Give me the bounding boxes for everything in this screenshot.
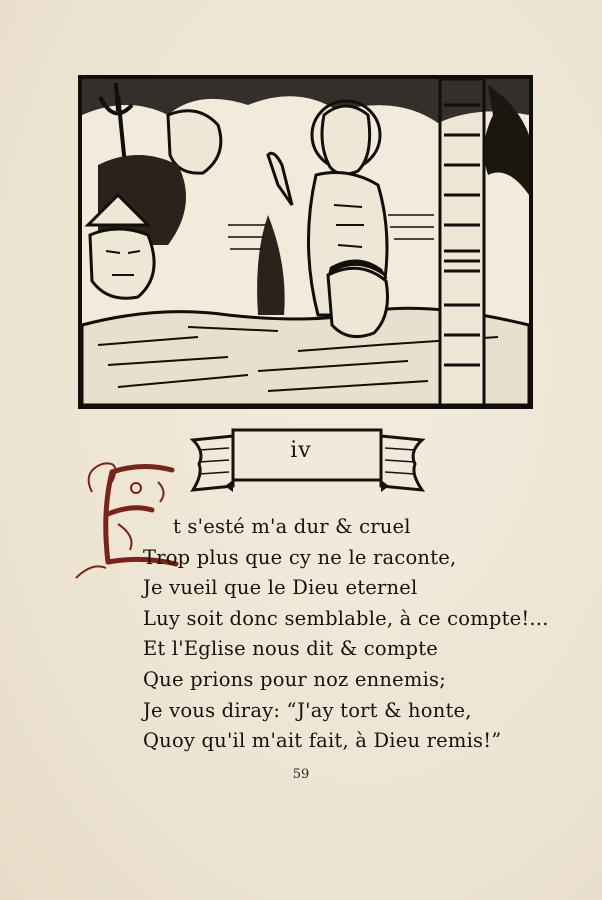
poem-line: Que prions pour noz ennemis; [143, 667, 447, 691]
poem-line: Et l'Eglise nous dit & compte [143, 637, 438, 661]
section-numeral: iv [290, 438, 312, 463]
page-number: 59 [292, 767, 310, 782]
woodcut-illustration [78, 75, 533, 409]
poem-line: Luy soit donc semblable, à ce compte!... [143, 606, 549, 630]
poem-line: Je vous diray: “J'ay tort & honte, [143, 698, 472, 722]
poem-line: t s'esté m'a dur & cruel [173, 515, 411, 538]
poem-stanza [143, 512, 563, 757]
poem-line: Quoy qu'il m'ait fait, à Dieu remis!” [143, 729, 502, 753]
poem-line: Je vueil que le Dieu eternel [143, 576, 418, 600]
poem-line: Trop plus que cy ne le raconte, [143, 545, 457, 569]
